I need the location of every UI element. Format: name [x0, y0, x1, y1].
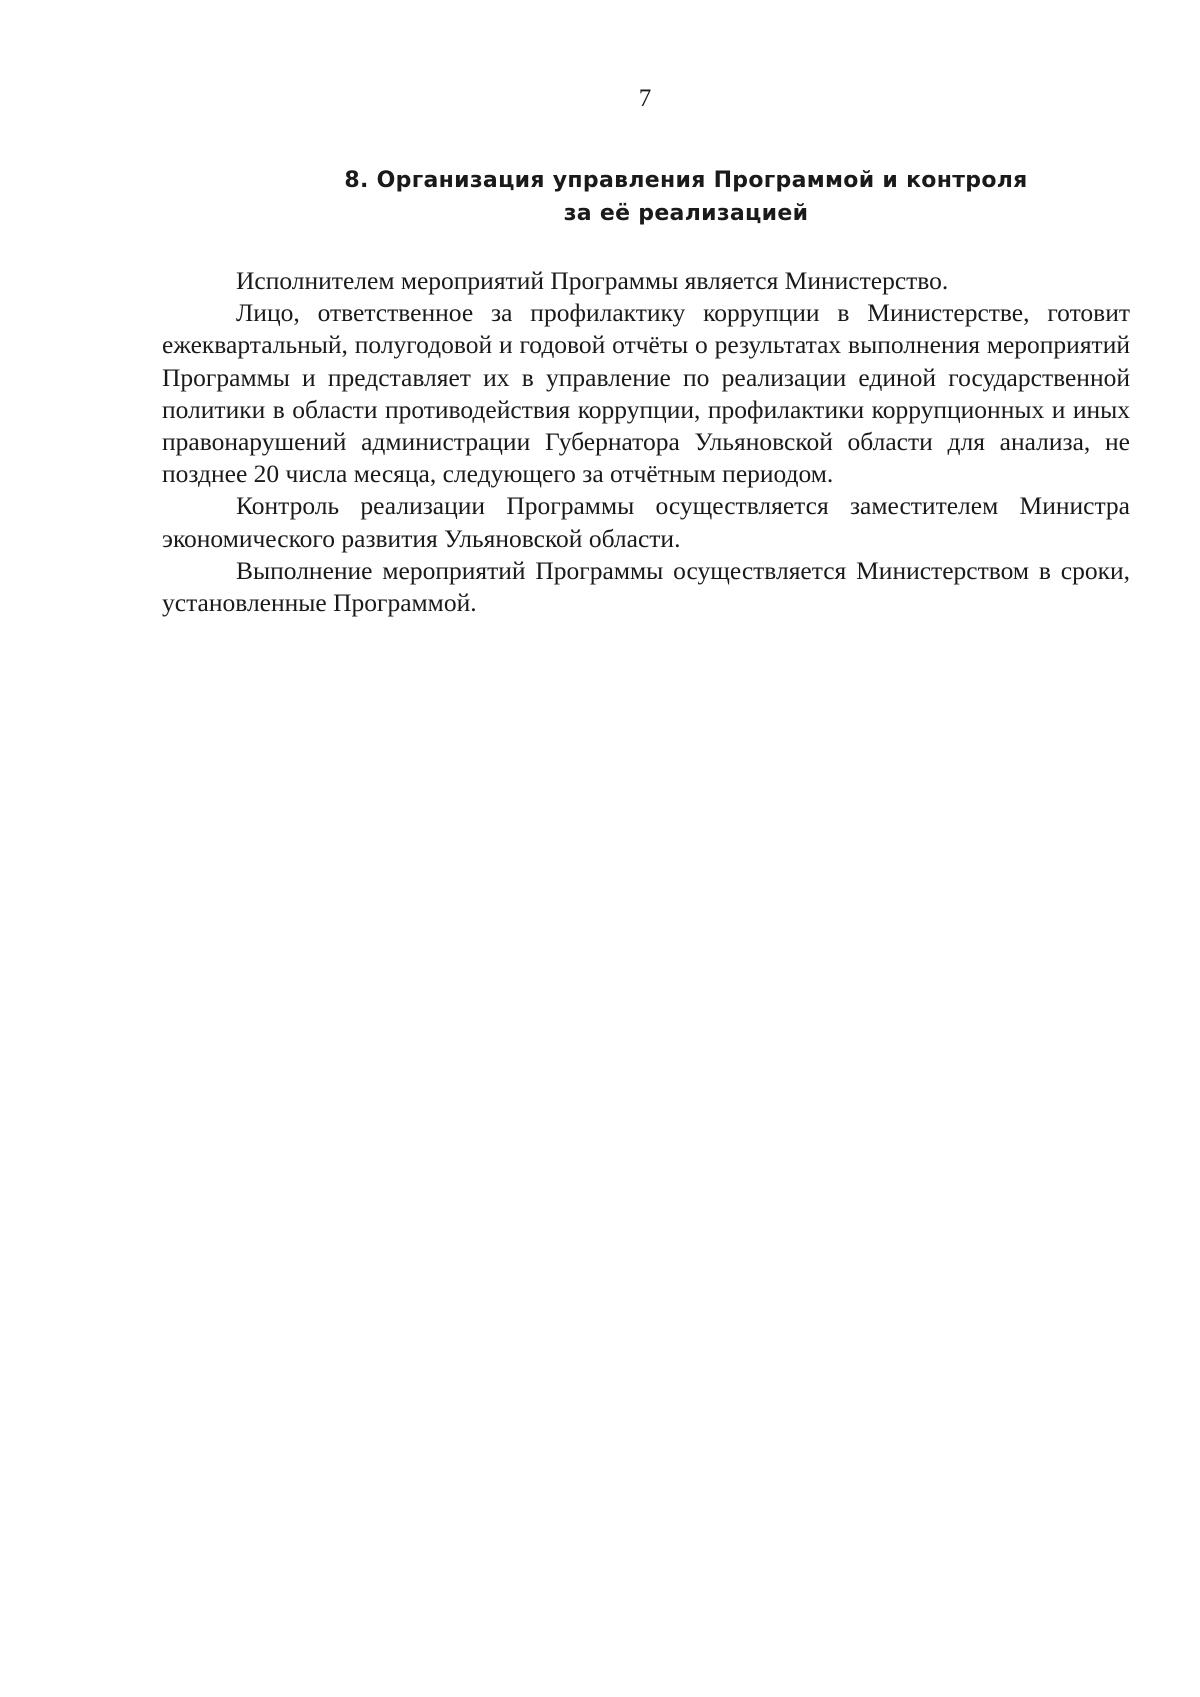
section-heading-line-1: 8. Организация управления Программой и контроля: [344, 168, 1028, 193]
section-heading: [326, 164, 1046, 230]
paragraph-reporting: Лицо, ответственное за профилактику коррупции в Министерстве, готовит ежеквартальный, полугодовой и годовой отчёты о результатах выполнения мероприятий Программы и представляет их в управление по реализации единой государственной политики в области противодействия коррупции, профилактики коррупционных и иных правонарушений администрации Губернатора Ульяновской области для анализа, не позднее 20 числа месяца, следующего за отчётным периодом.: [162, 298, 1130, 489]
section-heading-line-2: за её реализацией: [563, 201, 809, 226]
page-number: 7: [638, 85, 652, 112]
paragraph-execution-terms: Выполнение мероприятий Программы осуществляется Министерством в сроки, установленные Программой.: [162, 555, 1130, 618]
paragraph-control: Контроль реализации Программы осуществляется заместителем Министра экономического развития Ульяновской области.: [162, 491, 1130, 553]
body-text: [162, 265, 1130, 619]
paragraph-executor: Исполнителем мероприятий Программы является Министерство.: [236, 266, 949, 295]
